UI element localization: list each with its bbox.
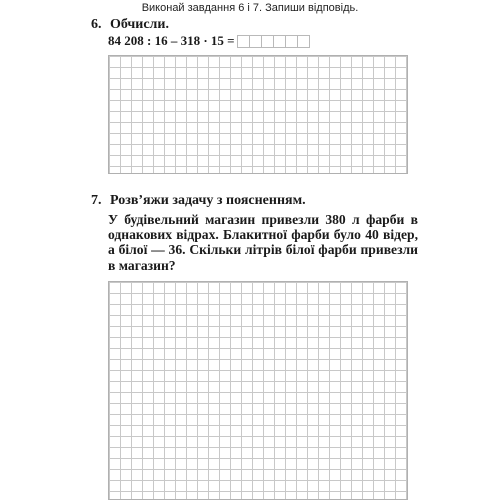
answer-cell[interactable] xyxy=(262,36,274,48)
answer-cell[interactable] xyxy=(274,36,286,48)
task-7-work-grid[interactable] xyxy=(108,281,408,500)
task-7-title: Розв’яжи задачу з поясненням. xyxy=(110,193,306,208)
task-7-problem-text xyxy=(108,212,418,273)
task-6-work-grid[interactable] xyxy=(108,55,408,174)
answer-cells[interactable] xyxy=(237,35,310,48)
answer-cell[interactable] xyxy=(238,36,250,48)
problem-line: а білої — 36. Скільки літрів білої фарби привезли xyxy=(108,242,418,258)
problem-line: в магазин? xyxy=(108,257,176,273)
problem-line: однакових відрах. Блакитної фарби було 40 відер, xyxy=(108,227,418,243)
task-7-number: 7. xyxy=(91,193,102,208)
answer-cell[interactable] xyxy=(298,36,310,48)
answer-cell[interactable] xyxy=(286,36,298,48)
page-instruction: Виконай завдання 6 і 7. Запиши відповідь. xyxy=(141,2,359,14)
task-6-number: 6. xyxy=(91,17,102,32)
answer-cell[interactable] xyxy=(250,36,262,48)
task-6-expression: 84 208 : 16 – 318 · 15 = xyxy=(108,33,235,48)
task-6-expression-row xyxy=(108,34,310,48)
task-6-title: Обчисли. xyxy=(110,17,169,32)
problem-line: У будівельний магазин привезли 380 л фарби в xyxy=(108,212,418,227)
